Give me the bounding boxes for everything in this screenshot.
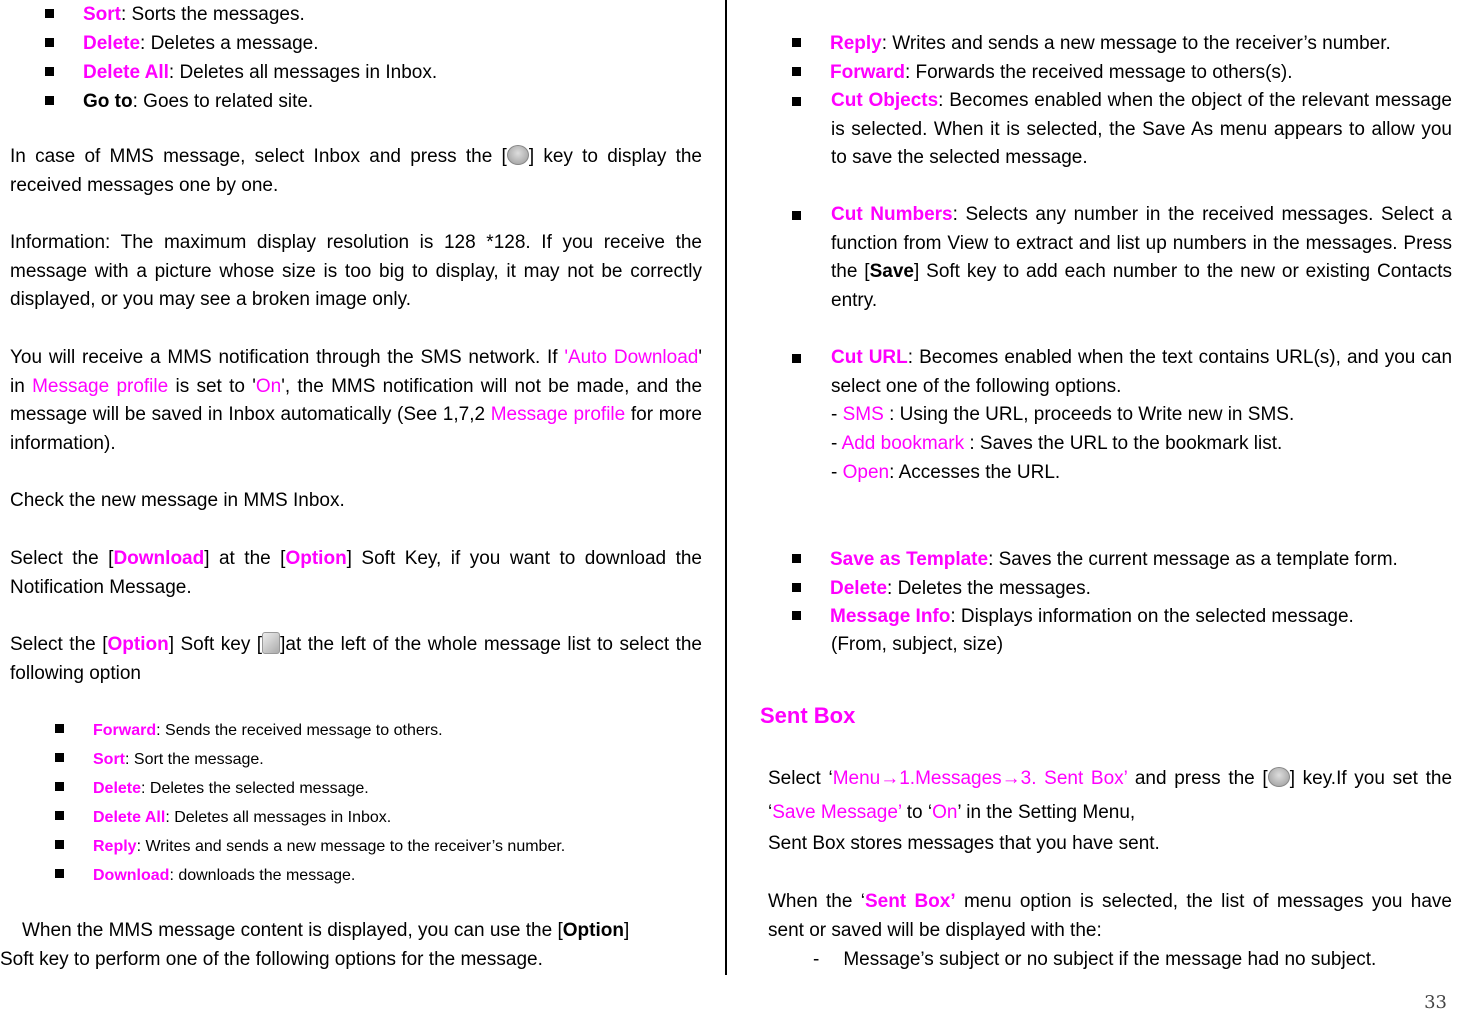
- bullet-square-icon: [792, 554, 801, 563]
- list-item: Delete: Deletes a message.: [45, 29, 319, 58]
- list-item: Delete All: Deletes all messages in Inbox.: [55, 803, 391, 832]
- paragraph-content-displayed: When the MMS message content is displayed, you can use the [Option]: [22, 920, 630, 941]
- paragraph-sent-box-stores: Sent Box stores messages that you have sent.: [768, 833, 1160, 854]
- bullet-square-icon: [792, 611, 801, 620]
- paragraph-check: Check the new message in MMS Inbox.: [10, 490, 345, 511]
- paragraph-information: Information: The maximum display resolution is 128 *128. If you receive the message with a picture whose size is too big to display, it may not be correctly displayed, or you may see a broken image only.: [10, 232, 702, 310]
- bullet-square-icon: [792, 211, 801, 220]
- bullet-square-icon: [45, 9, 54, 18]
- list-item: Download: downloads the message.: [55, 861, 355, 890]
- bullet-square-icon: [792, 38, 801, 47]
- list-item: Message Info: Displays information on the selected message.: [792, 602, 1354, 631]
- sent-box-subject-item: - Message’s subject or no subject if the message had no subject.: [813, 949, 1377, 970]
- bullet-square-icon: [792, 354, 801, 363]
- bullet-square-icon: [45, 67, 54, 76]
- list-item: Delete: Deletes the messages.: [792, 574, 1091, 603]
- paragraph-content-displayed-cont: Soft key to perform one of the following options for the message.: [0, 949, 543, 970]
- bullet-square-icon: [792, 67, 801, 76]
- list-item: Reply: Writes and sends a new message to the receiver’s number.: [55, 832, 565, 861]
- paragraph-mms-inbox: In case of MMS message, select Inbox and press the [ ] key to display the received messages one by one.: [10, 146, 702, 196]
- paragraph-option: Select the [Option] Soft key [ ]at the left of the whole message list to select the following option: [10, 634, 702, 684]
- message-info-extra: (From, subject, size): [831, 634, 1004, 655]
- bullet-square-icon: [55, 724, 64, 733]
- bullet-square-icon: [55, 811, 64, 820]
- bullet-square-icon: [792, 583, 801, 592]
- url-option-open: - Open: Accesses the URL.: [831, 462, 1061, 483]
- list-item: Save as Template: Saves the current message as a template form.: [792, 545, 1398, 574]
- bullet-square-icon: [55, 869, 64, 878]
- url-option-sms: - SMS : Using the URL, proceeds to Write new in SMS.: [831, 404, 1295, 425]
- bullet-square-icon: [792, 97, 801, 106]
- list-item: Sort: Sort the message.: [55, 745, 264, 774]
- soft-key-icon: [262, 632, 280, 654]
- bullet-square-icon: [55, 782, 64, 791]
- bullet-square-icon: [45, 96, 54, 105]
- bullet-square-icon: [45, 38, 54, 47]
- ok-key-icon: [507, 145, 529, 165]
- paragraph-download: Select the [Download] at the [Option] Soft Key, if you want to download the Notification Message.: [10, 548, 702, 598]
- list-item: Sort: Sorts the messages.: [45, 0, 305, 29]
- page-number: 33: [1424, 992, 1447, 1013]
- section-heading: Sent Box: [760, 703, 856, 728]
- paragraph-notification: You will receive a MMS notification through the SMS network. If 'Auto Download' in Message profile is set to 'On', the MMS notification will not be made, and the message will be saved in Inbox automatically (See 1,7,2 Message profile for more information).: [10, 347, 703, 454]
- paragraph-sent-box-select: Select ‘Menu→1.Messages→3. Sent Box’ and press the [ ] key.If you set the ‘Save Message’ to ‘On’ in the Setting Menu,: [768, 768, 1453, 823]
- list-item: Forward: Forwards the received message to others(s).: [792, 58, 1293, 87]
- paragraph-sent-box-option: When the ‘Sent Box’ menu option is selected, the list of messages you have sent or saved will be displayed with the:: [768, 891, 1453, 941]
- list-item: Forward: Sends the received message to others.: [55, 716, 443, 745]
- column-divider: [725, 0, 727, 975]
- bullet-square-icon: [55, 753, 64, 762]
- list-item: Reply: Writes and sends a new message to the receiver’s number.: [792, 29, 1391, 58]
- list-item: Delete All: Deletes all messages in Inbox.: [45, 58, 437, 87]
- url-option-bookmark: - Add bookmark : Saves the URL to the bookmark list.: [831, 433, 1283, 454]
- list-item: Delete: Deletes the selected message.: [55, 774, 369, 803]
- list-item: Go to: Goes to related site.: [45, 87, 313, 116]
- ok-key-icon: [1268, 767, 1290, 787]
- bullet-square-icon: [55, 840, 64, 849]
